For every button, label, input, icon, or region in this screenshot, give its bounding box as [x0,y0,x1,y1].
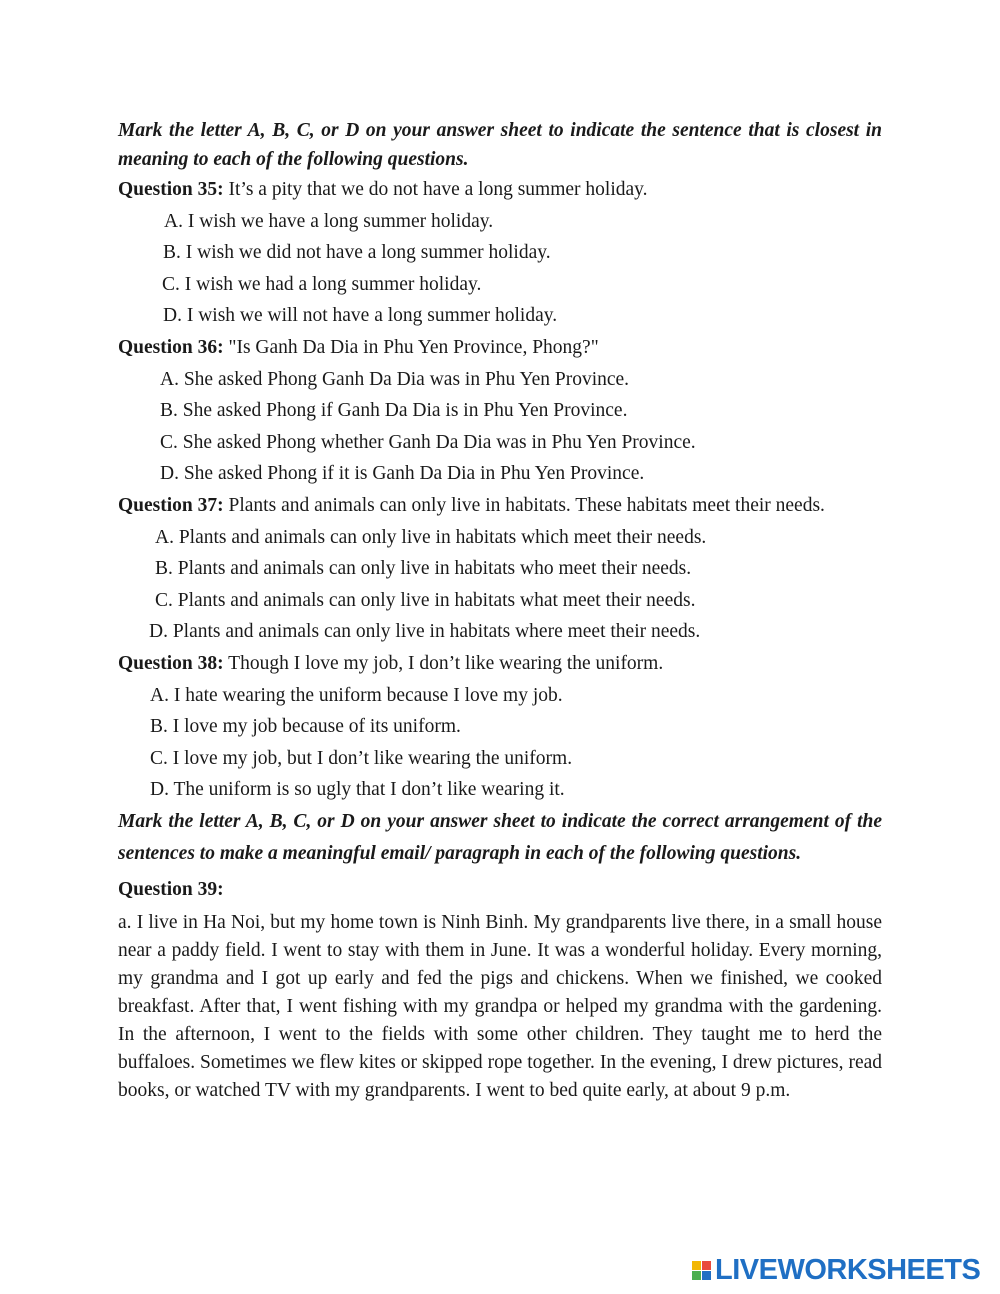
logo-square [702,1271,711,1280]
question-label: Question 36: [118,336,224,358]
liveworksheets-logo[interactable] [692,1255,980,1285]
question-label: Question 35: [118,179,224,200]
question-36-option-d[interactable]: D. She asked Phong if it is Ganh Da Dia in Phu Yen Province. [160,463,645,485]
question-35 [118,174,882,206]
question-text: It’s a pity that we do not have a long summer holiday. [223,179,648,200]
question-35-option-c[interactable]: C. I wish we had a long summer holiday. [162,273,482,295]
question-38-option-b[interactable]: B. I love my job because of its uniform. [150,716,461,738]
question-38-option-d[interactable]: D. The uniform is so ugly that I don’t like wearing it. [150,779,565,801]
section1-instruction: Mark the letter A, B, C, or D on your answer sheet to indicate the sentence that is closest in meaning to each of the following questions. [118,120,882,170]
question-label: Question 39: [118,878,224,900]
question-36-option-a[interactable]: A. She asked Phong Ganh Da Dia was in Phu Yen Province. [160,368,630,390]
question-36-option-b[interactable]: B. She asked Phong if Ganh Da Dia is in Phu Yen Province. [160,400,628,422]
logo-square [692,1261,701,1270]
worksheet-page [118,116,882,1105]
question-37-option-b[interactable]: B. Plants and animals can only live in habitats who meet their needs. [155,558,692,580]
question-35-option-b[interactable]: B. I wish we did not have a long summer holiday. [163,242,551,264]
logo-square [702,1261,711,1270]
question-text: Though I love my job, I don’t like wearing the uniform. [223,652,664,674]
question-37-option-c[interactable]: C. Plants and animals can only live in habitats what meet their needs. [155,589,696,611]
question-label: Question 37: [118,494,224,516]
question-37-option-a[interactable]: A. Plants and animals can only live in habitats which meet their needs. [155,526,707,548]
section2-instruction: Mark the letter A, B, C, or D on your answer sheet to indicate the correct arrangement of the sentences to make a meaningful email/ paragraph in each of the following questions. [118,810,882,864]
question-39-paragraph: a. I live in Ha Noi, but my home town is Ninh Binh. My grandparents live there, in a small house near a paddy field. I went to stay with them in June. It was a wonderful holiday. Every morning, my grandma and I got up early and fed the pigs and chickens. When we finished, we cooked breakfast. After that, I went fishing with my grandpa or helped my grandma with the gardening. In the afternoon, I went to the fields with some other children. They taught me to herd the buffaloes. Sometimes we flew kites or skipped rope together. In the evening, I drew pictures, read books, or watched TV with my grandparents. I went to bed quite early, at about 9 p.m. [118,912,882,1102]
question-37 [118,490,882,522]
question-37-option-d[interactable]: D. Plants and animals can only live in habitats where meet their needs. [149,621,701,643]
question-text: "Is Ganh Da Dia in Phu Yen Province, Phong?" [223,336,599,358]
question-text: Plants and animals can only live in habitats. These habitats meet their needs. [223,494,825,516]
question-36 [118,332,882,364]
question-36-option-c[interactable]: C. She asked Phong whether Ganh Da Dia was in Phu Yen Province. [160,431,696,453]
liveworksheets-logo-icon [692,1261,711,1280]
question-35-option-d[interactable]: D. I wish we will not have a long summer holiday. [163,305,558,327]
question-label: Question 38: [118,652,224,674]
logo-text: LIVEWORKSHEETS [715,1253,981,1286]
question-38-option-a[interactable]: A. I hate wearing the uniform because I love my job. [150,684,563,706]
logo-square [692,1271,701,1280]
question-39 [118,874,882,906]
question-35-option-a[interactable]: A. I wish we have a long summer holiday. [164,210,494,232]
question-38 [118,648,882,680]
question-38-option-c[interactable]: C. I love my job, but I don’t like wearing the uniform. [150,747,573,769]
